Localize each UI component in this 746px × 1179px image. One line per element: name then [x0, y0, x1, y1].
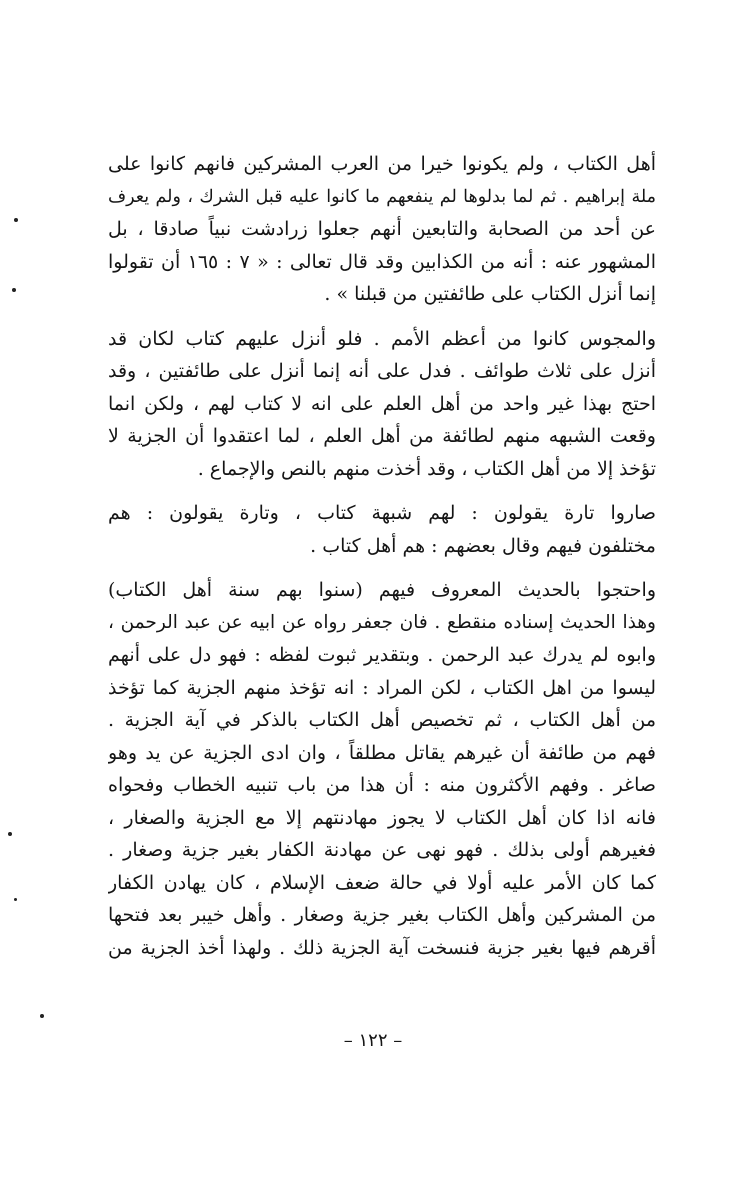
paragraph-3	[108, 497, 656, 562]
scan-speck	[40, 1014, 44, 1018]
paragraph-gap	[108, 485, 656, 497]
text-line: كما كان الأمر عليه أولا في حالة ضعف الإسلام ، كان يهادن الكفار	[108, 871, 656, 894]
text-line: وقعت الشبهه منهم لطائفة من أهل العلم ، لما اعتقدوا أن الجزية لا	[108, 425, 656, 447]
text-line: إنما أنزل الكتاب على طائفتين من قبلنا » .	[324, 283, 656, 305]
text-line: مختلفون فيهم وقال بعضهم : هم أهل كتاب .	[310, 534, 656, 557]
text-line: والمجوس كانوا من أعظم الأمم . فلو أنزل عليهم كتاب لكان قد	[108, 327, 656, 350]
text-line: واحتجوا بالحديث المعروف فيهم (سنوا بهم سنة أهل الكتاب)	[108, 579, 656, 601]
paragraph-4	[108, 574, 656, 964]
scan-speck	[14, 218, 18, 222]
text-line: عن أحد من الصحابة والتابعين أنهم جعلوا زرادشت نبياً صادقا ، بل	[108, 218, 656, 240]
text-line: من أهل الكتاب ، ثم تخصيص أهل الكتاب بالذكر في آية الجزية .	[108, 709, 656, 731]
text-line: المشهور عنه : أنه من الكذابين وقد قال تعالى : « ٧ : ١٦٥ أن تقولوا	[108, 250, 656, 273]
text-line: فغيرهم أولى بذلك . فهو نهى عن مهادنة الكفار بغير جزية وصغار .	[108, 839, 656, 861]
text-line: وابوه لم يدرك عبد الرحمن . وبتقدير ثبوت لفظه : فهو دل على أنهم	[108, 644, 656, 666]
text-line: ليسوا من اهل الكتاب ، لكن المراد : انه تؤخذ منهم الجزية كما تؤخذ	[108, 676, 656, 699]
scan-speck	[12, 288, 16, 292]
scan-speck	[8, 832, 12, 836]
text-line: فانه اذا كان أهل الكتاب لا يجوز مهادنتهم إلا مع الجزية والصغار ،	[108, 806, 656, 829]
text-line: ملة إبراهيم . ثم لما بدلوها لم ينفعهم ما كانوا عليه قبل الشرك ، ولم يعرف	[108, 186, 656, 207]
text-line: أقرهم فيها بغير جزية فنسخت آية الجزية ذلك . ولهذا أخذ الجزية من	[108, 936, 656, 959]
text-line: صاروا تارة يقولون : لهم شبهة كتاب ، وتارة يقولون : هم	[108, 502, 656, 524]
paragraph-2	[108, 323, 656, 486]
text-line: أهل الكتاب ، ولم يكونوا خيرا من العرب المشركين فانهم كانوا على	[108, 153, 656, 175]
page-number: – ١٢٢ –	[343, 1030, 403, 1051]
text-line: تؤخذ إلا من أهل الكتاب ، وقد أخذت منهم بالنص والإجماع .	[197, 457, 656, 480]
scan-speck	[14, 898, 17, 901]
body-text	[108, 148, 656, 964]
paragraph-gap	[108, 311, 656, 323]
paragraph-1	[108, 148, 656, 311]
text-line: أنزل على ثلاث طوائف . فدل على أنه إنما أنزل على طائفتين ، وقد	[108, 360, 656, 382]
text-line: احتج بهذا غير واحد من أهل العلم على انه لا كتاب لهم ، ولكن انما	[108, 392, 656, 415]
text-line: فهم من طائفة أن غيرهم يقاتل مطلقاً ، وان ادى الجزية عن يد وهو	[108, 741, 656, 764]
text-line: صاغر . وفهم الأكثرون منه : أن هذا من باب تنبيه الخطاب وفحواه	[108, 774, 656, 796]
paragraph-gap	[108, 562, 656, 574]
text-line: من المشركين وأهل الكتاب بغير جزية وصغار . وأهل خيبر بعد فتحها	[108, 904, 656, 926]
text-line: وهذا الحديث إسناده منقطع . فان جعفر رواه عن ابيه عن عبد الرحمن ،	[108, 611, 656, 633]
